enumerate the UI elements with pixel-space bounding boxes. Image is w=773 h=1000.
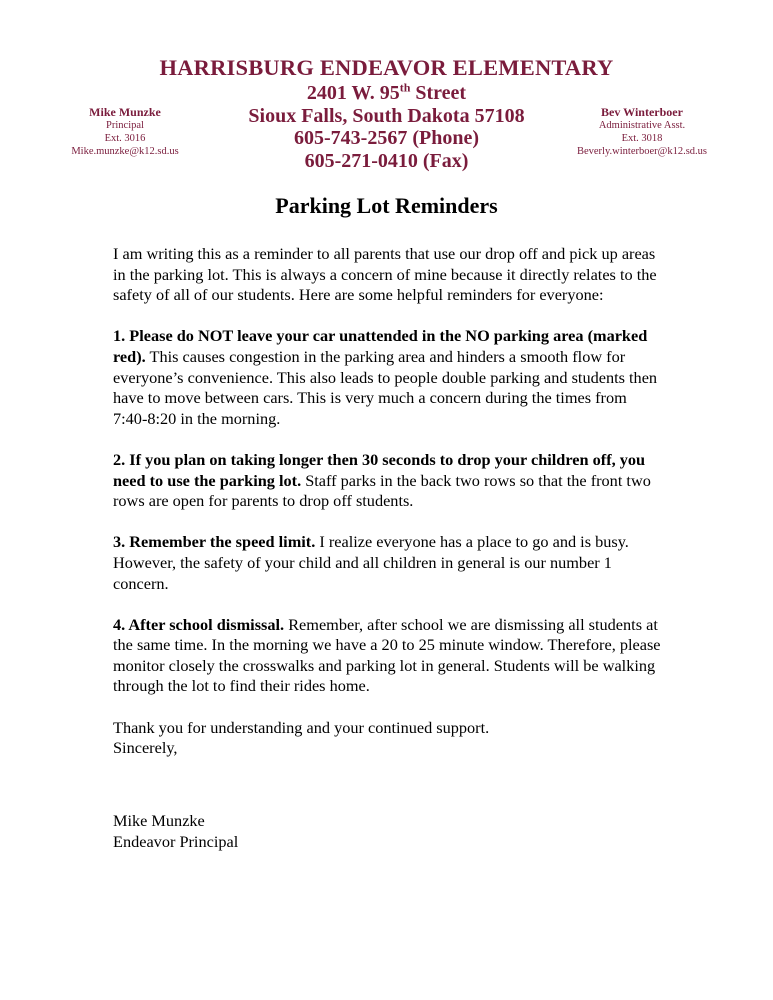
reminder-item (113, 615, 665, 697)
city-line: Sioux Falls, South Dakota 57108 (248, 104, 525, 127)
assistant-name: Bev Winterboer (601, 105, 683, 119)
signature-block (113, 811, 238, 852)
intro-paragraph: I am writing this as a reminder to all parents that use our drop off and pick up areas in the parking lot. This is always a concern of mine because it directly relates to the safety of all of our students. Here are some helpful reminders for everyone: (113, 244, 657, 305)
reminder-heading: 3. Remember the speed limit. (113, 532, 316, 552)
street-superscript: th (399, 80, 411, 95)
reminder-item (113, 532, 665, 594)
street-number: 2401 W. 95 (306, 82, 400, 104)
fax-number: 605-271-0410 (Fax) (304, 149, 469, 172)
letter-body (113, 244, 665, 759)
principal-extension: Ext. 3016 (104, 133, 146, 144)
reminder-item (113, 326, 665, 429)
assistant-contact (542, 105, 742, 158)
reminder-heading: 1. Please do NOT leave your car unattended in the NO parking area (marked red). (113, 326, 648, 366)
assistant-email: Beverly.winterboer@k12.sd.us (576, 146, 707, 157)
phone-number: 605-743-2567 (Phone) (294, 127, 479, 149)
signature-title: Endeavor Principal (113, 831, 239, 851)
thanks-line: Thank you for understanding and your continued support. (113, 717, 490, 737)
assistant-extension: Ext. 3018 (621, 133, 663, 144)
signature-name: Mike Munzke (113, 811, 205, 830)
reminder-text: This causes congestion in the parking area and hinders a smooth flow for everyone’s convenience. This also leads to people double parking and students then have to move between cars. This is very much a concern during the times from 7:40-8:20 in the morning. (113, 346, 658, 428)
reminder-text: I realize everyone has a place to go and is busy. However, the safety of your child and all children in general is our number 1 concern. (113, 532, 629, 593)
reminder-heading: 4. After school dismissal. (113, 614, 285, 634)
reminder-text: Staff parks in the back two rows so that the front two rows are open for parents to drop off students. (113, 470, 651, 511)
school-name: HARRISBURG ENDEAVOR ELEMENTARY (159, 55, 614, 80)
principal-name: Mike Munzke (89, 105, 161, 119)
principal-email: Mike.munzke@k12.sd.us (71, 146, 179, 157)
closing-line: Sincerely, (113, 738, 178, 758)
street-address (0, 82, 773, 105)
street-suffix: Street (410, 82, 467, 104)
assistant-title: Administrative Asst. (598, 120, 686, 131)
document-title: Parking Lot Reminders (275, 193, 498, 218)
reminder-text: Remember, after school we are dismissing all students at the same time. In the morning we have a 20 to 25 minute window. Therefore, please monitor closely the crosswalks and parking lot in general. Students will be walking through the lot to find their rides home. (113, 614, 661, 696)
reminder-item (113, 450, 665, 512)
principal-title: Principal (106, 120, 144, 131)
principal-contact (25, 105, 225, 158)
reminder-heading: 2. If you plan on taking longer then 30 seconds to drop your children off, you need to use the parking lot. (113, 449, 646, 490)
